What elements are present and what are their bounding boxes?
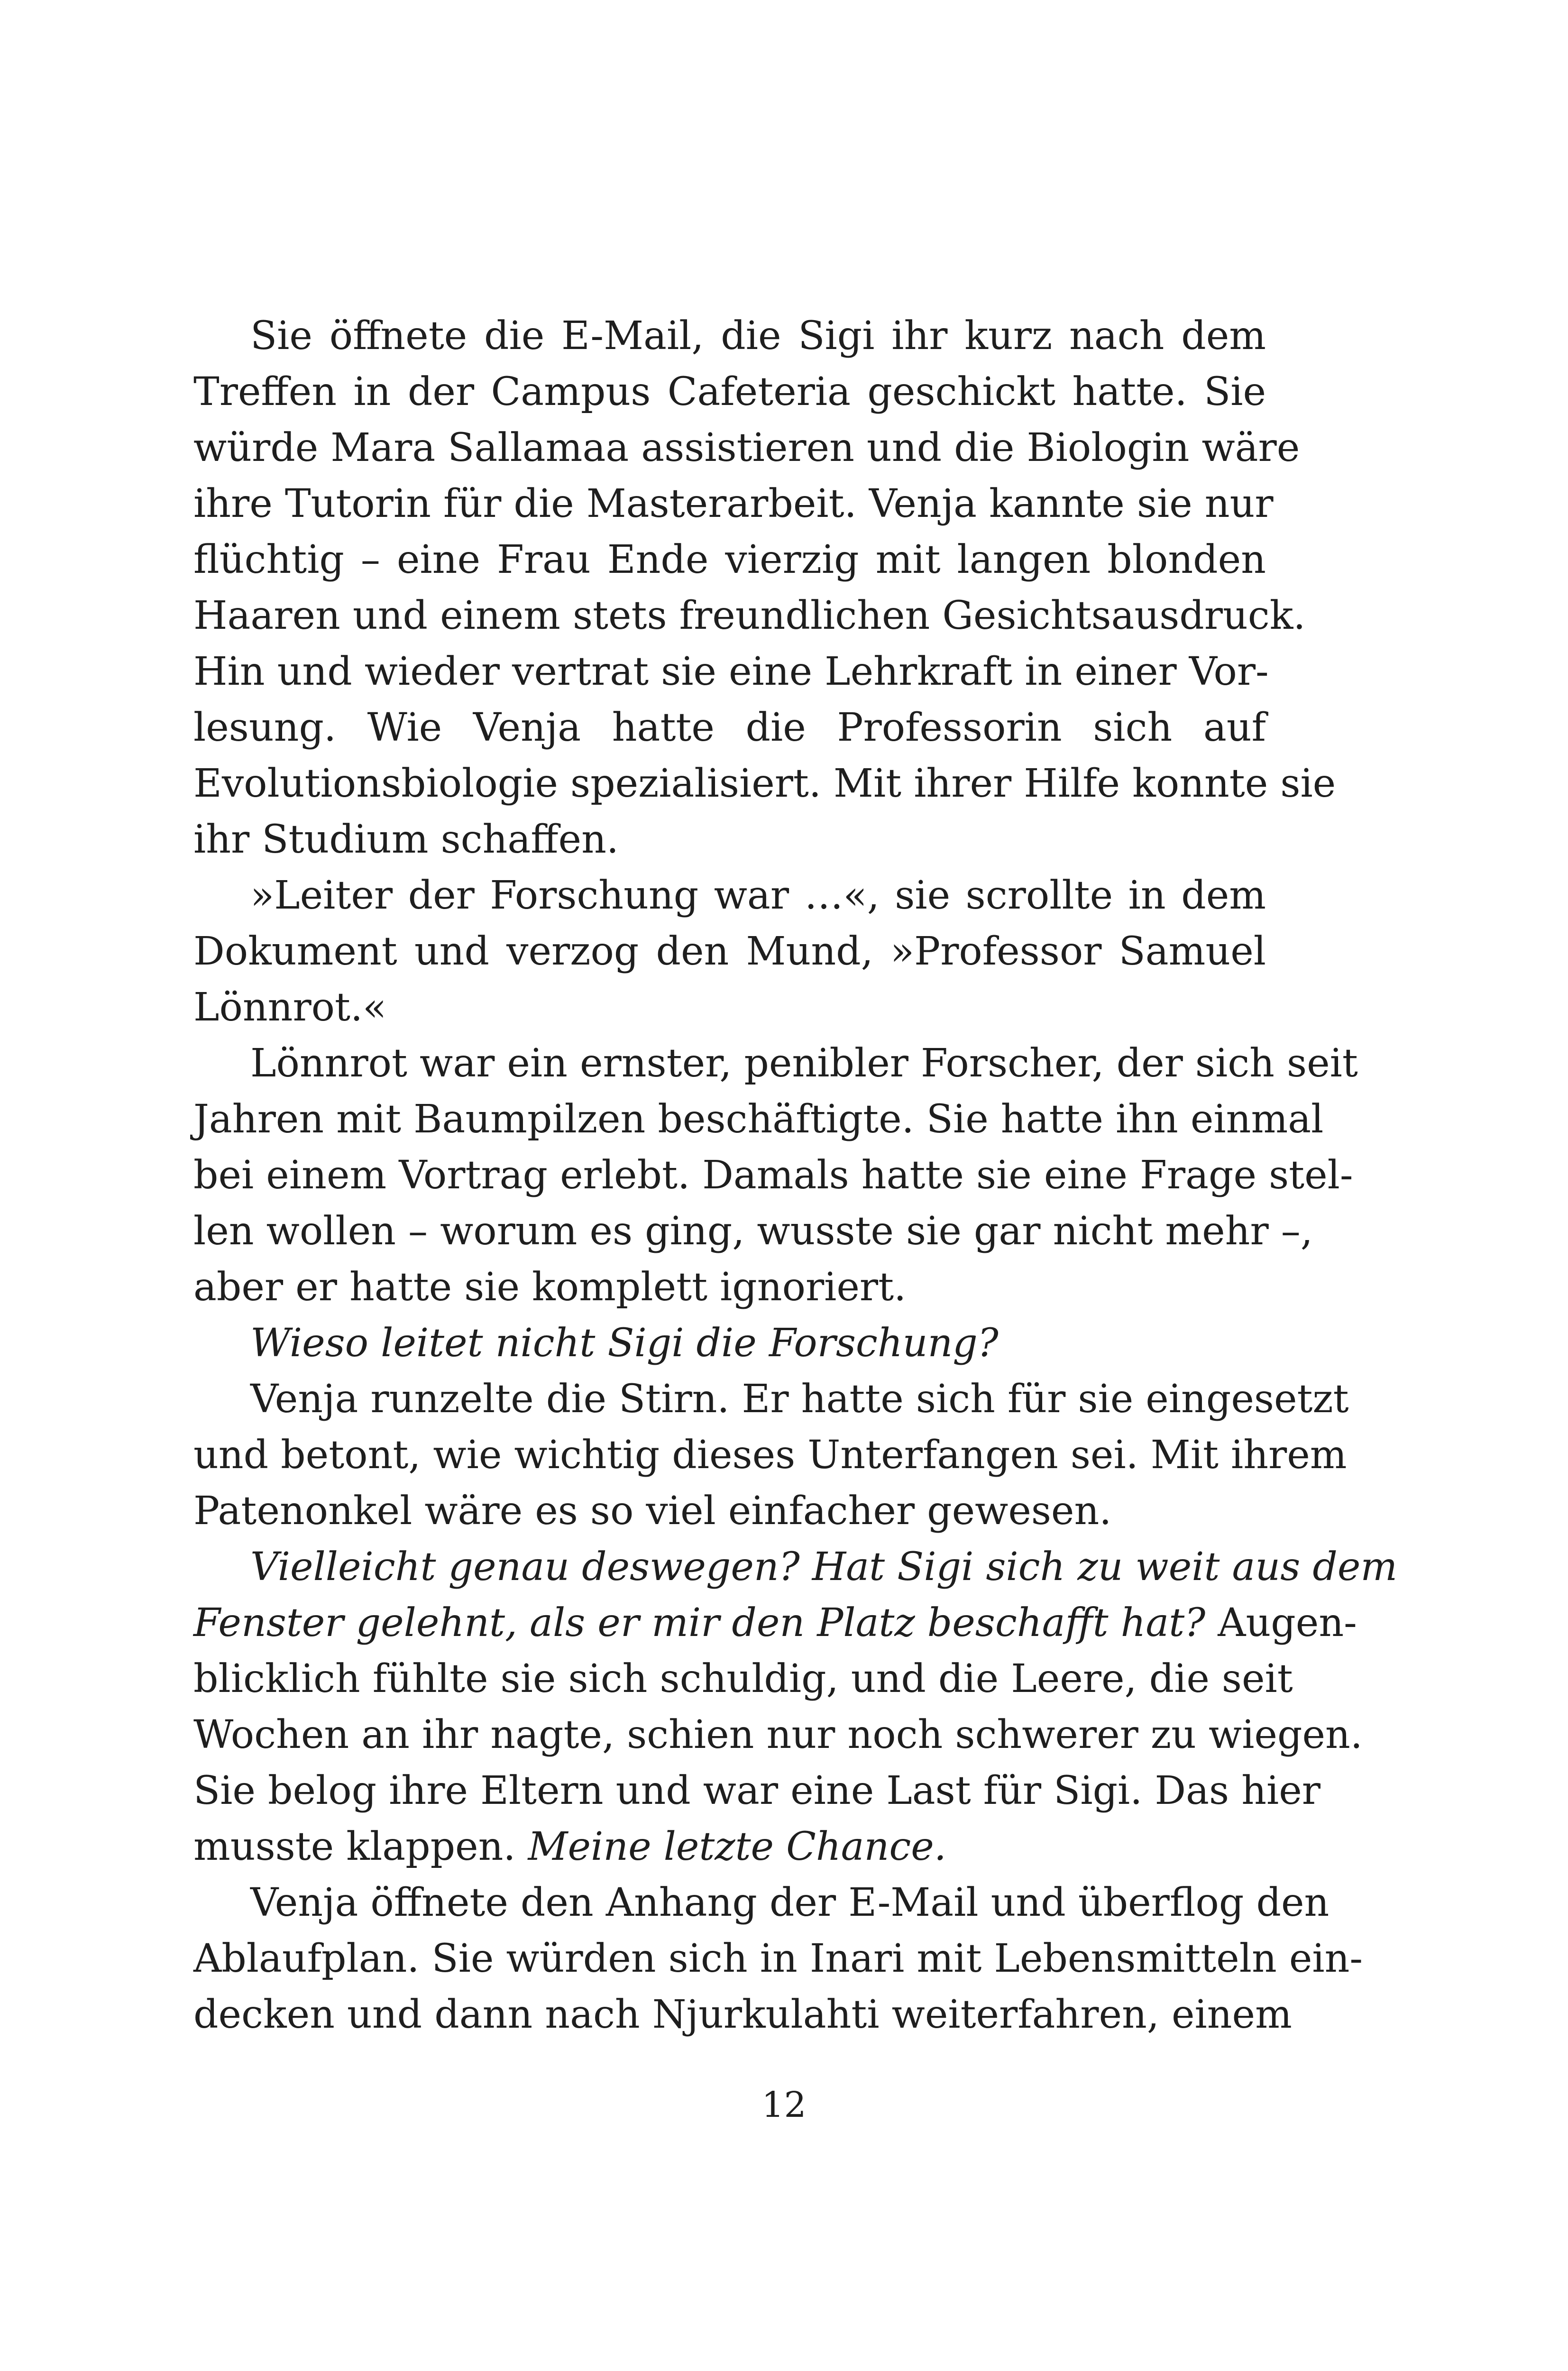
italic-thought-line: Wieso leitet nicht Sigi die Forschung?: [250, 1321, 999, 1366]
page-number: 12: [761, 2085, 807, 2125]
text-line: und betont, wie wichtig dieses Unterfangen sei. Mit ihrem: [193, 1433, 1347, 1478]
italic-thought-fragment: Fenster gelehnt, als er mir den Platz beschafft hat?: [193, 1600, 1206, 1645]
text-line: ihr Studium schaffen.: [193, 817, 619, 862]
text-line: »Leiter der Forschung war …«, sie scrollte in dem: [250, 873, 1266, 918]
text-line: würde Mara Sallamaa assistieren und die Biologin wäre: [193, 425, 1300, 470]
text-line: ihre Tutorin für die Masterarbeit. Venja kannte sie nur: [193, 481, 1274, 526]
text-line: Evolutionsbiologie spezialisiert. Mit ihrer Hilfe konnte sie: [193, 761, 1336, 806]
text-line: Dokument und verzog den Mund, »Professor Samuel: [193, 929, 1266, 974]
text-fragment: musste klappen.: [193, 1824, 516, 1869]
text-line: Patenonkel wäre es so viel einfacher gewesen.: [193, 1489, 1112, 1534]
text-line: Sie öffnete die E-Mail, die Sigi ihr kurz nach dem: [250, 313, 1266, 358]
text-line: Lönnrot.«: [193, 985, 387, 1030]
text-line: flüchtig – eine Frau Ende vierzig mit langen blonden: [193, 537, 1266, 582]
text-line: aber er hatte sie komplett ignoriert.: [193, 1265, 907, 1310]
text-line: blicklich fühlte sie sich schuldig, und die Leere, die seit: [193, 1656, 1293, 1701]
text-line: Jahren mit Baumpilzen beschäftigte. Sie hatte ihn einmal: [193, 1097, 1324, 1142]
text-line: len wollen – worum es ging, wusste sie gar nicht mehr –,: [193, 1209, 1313, 1254]
italic-thought-line: Vielleicht genau deswegen? Hat Sigi sich zu weit aus dem: [250, 1544, 1398, 1590]
mixed-line: [193, 1595, 1357, 1651]
text-line: Ablaufplan. Sie würden sich in Inari mit Lebensmitteln ein-: [193, 1936, 1363, 1981]
text-line: Venja öffnete den Anhang der E-Mail und überflog den: [250, 1880, 1330, 1925]
text-line: Venja runzelte die Stirn. Er hatte sich für sie eingesetzt: [250, 1377, 1349, 1422]
text-line: lesung. Wie Venja hatte die Professorin sich auf: [193, 705, 1266, 750]
text-line: bei einem Vortrag erlebt. Damals hatte sie eine Frage stel-: [193, 1153, 1353, 1198]
mixed-line: [193, 1819, 1266, 1875]
italic-thought-fragment: Meine letzte Chance.: [528, 1824, 946, 1869]
text-line: Treffen in der Campus Cafeteria geschickt hatte. Sie: [193, 369, 1266, 414]
text-line: decken und dann nach Njurkulahti weiterfahren, einem: [193, 1992, 1292, 2037]
text-line: Hin und wieder vertrat sie eine Lehrkraft in einer Vor-: [193, 649, 1269, 694]
body-text: [193, 0, 1398, 2086]
text-line: Lönnrot war ein ernster, penibler Forscher, der sich seit: [250, 1041, 1358, 1086]
text-line: Haaren und einem stets freundlichen Gesichtsausdruck.: [193, 593, 1306, 638]
text-line: Wochen an ihr nagte, schien nur noch schwerer zu wiegen.: [193, 1712, 1363, 1757]
text-fragment: Augen-: [1218, 1600, 1357, 1645]
text-line: Sie belog ihre Eltern und war eine Last für Sigi. Das hier: [193, 1768, 1320, 1813]
